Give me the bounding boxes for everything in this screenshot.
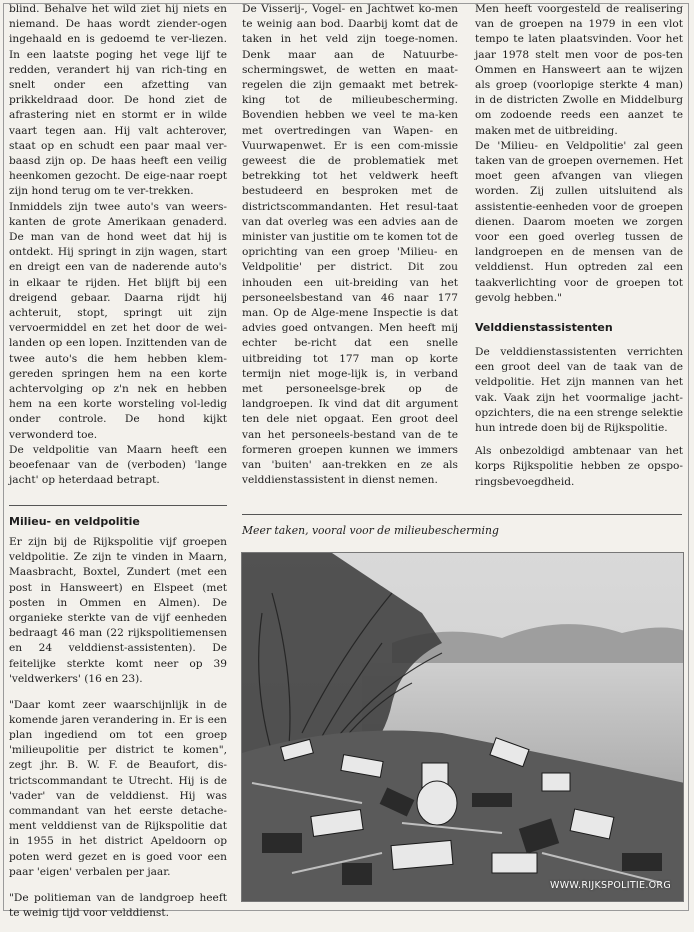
paragraph: "De politieman van de landgroep heeft te weinig tijd voor velddienst. [9, 891, 227, 919]
divider [242, 514, 682, 515]
watermark: WWW.RIJKSPOLITIE.ORG [550, 880, 671, 891]
paragraph: blind. Behalve het wild ziet hij niets en niemand. De haas wordt ziender-ogen ingehaald en is gedoemd te ver-liezen. In een laatste poging het vege lijf te redden, verandert hij van rich-ting en snelt onder een afzetting van prikkeldraad door. De hond ziet de afrastering niet en stormt er in wilde vaart tegen aan. Hij valt achterover, staat op en schudt een paar maal ver-baasd zijn op. De haas heeft een veilig heenkomen gezocht. De eige-naar roept zijn hond terug om te ver-trekken. [9, 3, 227, 198]
paragraph: De Visserij-, Vogel- en Jachtwet ko-men te weinig aan bod. Daarbij komt dat de taken in het veld zijn toege-nomen. Denk maar aan de Natuurbe-schermingswet, de wetten en maat-regelen die zijn gemaakt met betrek-king tot de milieubescherming. Bovendien hebben we veel te ma-ken met overtredingen van Wapen- en Vuurwapenwet. Er is een com-missie geweest die de problematiek met betrekking tot het veldwerk heeft bestudeerd en besproken met de districtscommandanten. Het resul-taat van dat overleg was een advies aan de minister van justitie om te komen tot de oprichting van een groep 'Milieu- en Veldpolitie' per district. Dit zou inhouden een uit-breiding van het personeelsbestand van 46 naar 177 man. Op de Alge-mene Inspectie is dat advies goed ontvangen. Men heeft mij echter be-richt dat een snelle uitbreiding tot 177 man op korte termijn niet moge-lijk is, in verband met personeelsge-brek op de landgroepen. Ik vind dat dit argument ten dele niet opgaat. Een groot deel van het personeels-bestand van de te formeren groepen kunnen we immers van 'buiten' aan-trekken en ze als velddienstassistent in dienst nemen. [242, 3, 458, 487]
paragraph: De velddienstassistenten verrichten een groot deel van de taak van de veldpolitie. Het zijn mannen van het vak. Vaak zijn het voormalige jacht-opzichters, die na een strenge selektie hun intrede doen bij de Rijkspolitie. [475, 346, 683, 435]
photo-caption: Meer taken, vooral voor de milieubescherming [242, 524, 499, 537]
photo-image [242, 553, 684, 902]
paragraph: Inmiddels zijn twee auto's van weers-kanten de grote Amerikaan genaderd. De man van de hond weet dat hij is ontdekt. Hij springt in zijn wagen, start en dreigt een van de naderende auto's in elkaar te rijden. Het blijft bij een dreigend gebaar. Daarna rijdt hij achteruit, stopt, springt uit zijn vervoermiddel en zet het door de wei-landen op een lopen. Inzittenden van de twee auto's die hem hebben klem-gereden springen hem na een korte achtervolging op z'n nek en hebben hem na een korte worsteling vol-ledig onder controle. De hond kijkt verwonderd toe. [9, 200, 227, 441]
paragraph: Als onbezoldigd ambtenaar van het korps Rijkspolitie hebben ze opspo-ringsbevoegdheid. [475, 445, 683, 488]
column-1-section [9, 514, 227, 932]
photo-dumped-waste-by-water [241, 552, 684, 902]
section-heading: Velddienstassistenten [475, 321, 613, 335]
column-1 [9, 2, 227, 489]
paragraph: Men heeft voorgesteld de realisering van de groepen na 1979 in een vlot tempo te laten plaatsvinden. Voor het jaar 1978 stelt men voor de pos-ten Ommen en Hansweert aan te wijzen als groep (voorlopige sterkte 4 man) in de districten Zwolle en Middelburg om zodoende reeds een aanzet te maken met de uitbreiding. [475, 3, 683, 137]
column-2 [242, 2, 458, 489]
paragraph: "Daar komt zeer waarschijnlijk in de komende jaren verandering in. Er is een plan ingediend om tot een groep 'milieupolitie per district te komen", zegt jhr. B. W. F. de Beaufort, dis-trictscommandant te Utrecht. Hij is de 'vader' van de velddienst. Hij was commandant van het eerste detache-ment velddienst van de Rijkspolitie dat in 1955 in het district Apeldoorn op poten werd gezet en is goed voor een paar 'eigen' verbalen per jaar. [9, 698, 227, 878]
column-3 [475, 2, 683, 490]
section-heading: Milieu- en veldpolitie [9, 515, 140, 528]
paragraph: De 'Milieu- en Veldpolitie' zal geen taken van de groepen overnemen. Het moet geen afvangen van vliegen worden. Zij zullen uitsluitend als assistentie-eenheden voor de groepen dienen. Daarom moeten we zorgen voor een goed overleg tussen de landgroepen en de mensen van de velddienst. Hun optreden zal een taakverlichting voor de groepen tot gevolg hebben." [475, 139, 683, 304]
paragraph: Er zijn bij de Rijkspolitie vijf groepen veldpolitie. Ze zijn te vinden in Maarn, Maasbracht, Boxtel, Zundert (met een post in Hansweert) en Elspeet (met posten in Ommen en Almen). De organieke sterkte van de vijf eenheden bedraagt 46 man (22 rijkspolitiemensen en 24 velddienst-assistenten). De feitelijke sterkte komt neer op 39 'veldwerkers' (16 en 23). [9, 536, 227, 685]
paragraph: De veldpolitie van Maarn heeft een beoefenaar van de (verboden) 'lange jacht' op heterdaad betrapt. [9, 443, 227, 487]
divider [9, 505, 227, 506]
